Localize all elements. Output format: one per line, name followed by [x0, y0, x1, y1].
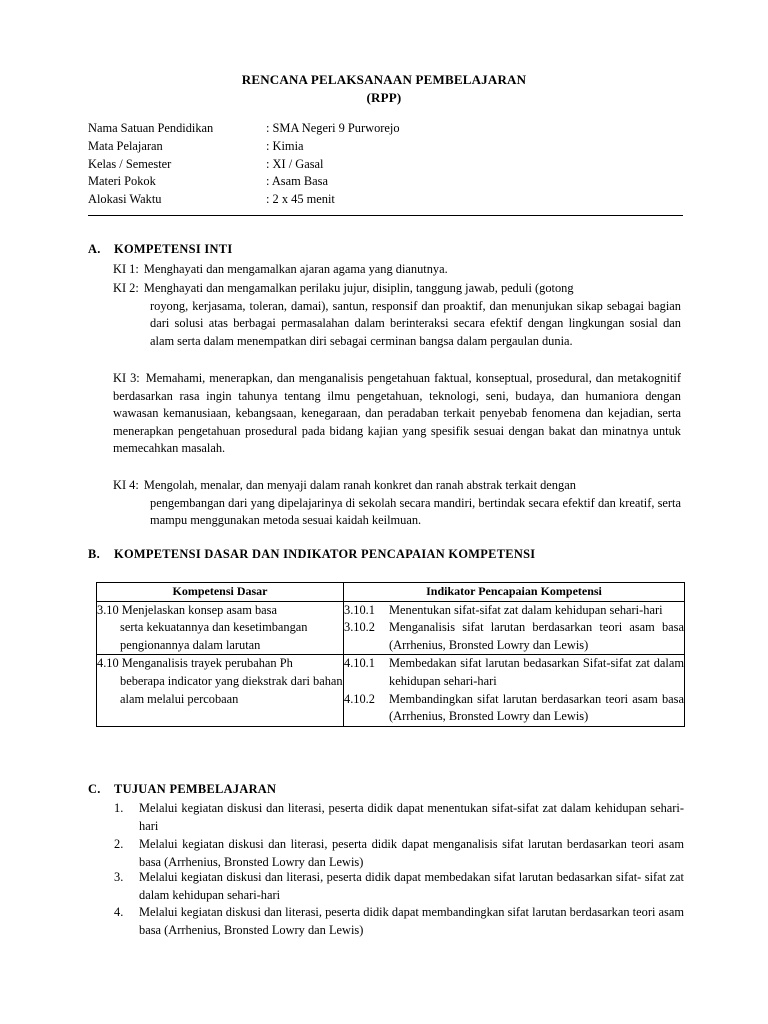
kd-text: 3.10 Menjelaskan konsep asam basa — [97, 602, 277, 617]
indicator-item — [344, 619, 684, 654]
ki-text-continued: royong, kerjasama, toleran, damai), santun, responsif dan proaktif, dan menunjukan sikap sebagai bagian dari solusi atas berbagai permasalahan dalam berinteraksi secara efektif dengan lingkungan sosial dan alam serta dalam menempatkan diri sebagai cerminan bangsa dalam pergaulan dunia. — [150, 298, 681, 348]
objective-text: Melalui kegiatan diskusi dan literasi, peserta didik dapat menganalisis sifat larutan berdasarkan teori asam basa (Arrhenius, Bronsted Lowry dan Lewis) — [139, 837, 684, 869]
section-b-heading — [88, 546, 535, 564]
section-a-heading — [88, 241, 232, 259]
identity-label: Materi Pokok — [88, 174, 156, 188]
ki-item-2 — [113, 280, 681, 350]
objective-text: Melalui kegiatan diskusi dan literasi, peserta didik dapat membandingkan sifat larutan berdasarkan teori asam basa (Arrhenius, Bronsted Lowry dan Lewis) — [139, 905, 684, 937]
objective-number: 1. — [114, 801, 124, 815]
column-header-ipk: Indikator Pencapaian Kompetensi — [344, 583, 685, 602]
kd-text-continued: beberapa indicator yang diekstrak dari bahan alam melalui percobaan — [120, 673, 343, 706]
indicator-item — [344, 602, 684, 620]
competency-table — [96, 582, 685, 727]
kd-cell — [97, 601, 344, 655]
column-header-kd: Kompetensi Dasar — [97, 583, 344, 602]
objective-text: Melalui kegiatan diskusi dan literasi, peserta didik dapat menentukan sifat-sifat zat dalam kehidupan sehari-hari — [139, 801, 684, 833]
section-letter: B. — [88, 547, 100, 561]
ki-text-continued: pengembangan dari yang dipelajarinya di sekolah secara mandiri, bertindak secara efektif dan kreatif, serta mampu menggunakan metoda sesuai kaidah keilmuan. — [150, 495, 681, 528]
section-letter: C. — [88, 782, 101, 796]
identity-value: : SMA Negeri 9 Purworejo — [266, 121, 400, 135]
section-c-heading — [88, 781, 276, 799]
kd-text: 4.10 Menganalisis trayek perubahan Ph — [97, 656, 293, 671]
section-title: KOMPETENSI DASAR DAN INDIKATOR PENCAPAIAN KOMPETENSI — [114, 547, 536, 561]
ki-item-1 — [113, 261, 681, 279]
section-title: TUJUAN PEMBELAJARAN — [114, 782, 277, 796]
table-row — [97, 601, 685, 655]
table-header-row — [97, 583, 685, 602]
indicator-text: Membedakan sifat larutan bedasarkan Sifat-sifat zat dalam kehidupan sehari-hari — [389, 656, 684, 688]
objective-number: 3. — [114, 870, 124, 884]
ki-item-3 — [113, 370, 681, 458]
ki-label: KI 2: — [113, 281, 139, 295]
ki-label: KI 3: — [113, 371, 140, 385]
identity-value: : Kimia — [266, 139, 304, 153]
indicator-number: 4.10.2 — [344, 691, 375, 706]
identity-label: Alokasi Waktu — [88, 192, 162, 206]
indicator-cell — [344, 655, 685, 726]
ki-text: Mengolah, menalar, dan menyaji dalam ranah konkret dan ranah abstrak terkait dengan — [143, 478, 576, 492]
kd-cell — [97, 655, 344, 726]
identity-value: : 2 x 45 menit — [266, 192, 335, 206]
objective-item-4 — [114, 904, 684, 939]
indicator-item — [344, 655, 684, 690]
ki-label: KI 1: — [113, 262, 139, 276]
objective-item-3 — [114, 869, 684, 904]
identity-label: Kelas / Semester — [88, 157, 172, 171]
table-row — [97, 655, 685, 726]
identity-value: : Asam Basa — [266, 174, 328, 188]
indicator-text: Menentukan sifat-sifat zat dalam kehidupan sehari-hari — [389, 602, 663, 617]
objective-number: 4. — [114, 905, 124, 919]
indicator-number: 3.10.1 — [344, 602, 375, 617]
identity-value: : XI / Gasal — [266, 157, 324, 171]
ki-text: Memahami, menerapkan, dan menganalisis pengetahuan faktual, konseptual, prosedural, dan metakognitif berdasarkan rasa ingin tahunya tentang ilmu pengetahuan, teknologi, seni, budaya, dan humaniora dengan wawasan kemanusiaan, kebangsaan, kenegaraan, dan peradaban terkait penyebab fenomena dan kejadian, serta menerapkan pengetahuan prosedural pada bidang kajian yang spesifik sesuai dengan bakat dan minatnya untuk memecahkan masalah. — [113, 371, 682, 456]
indicator-number: 3.10.2 — [344, 620, 375, 635]
document-subtitle: (RPP) — [366, 90, 402, 105]
document-title: RENCANA PELAKSANAAN PEMBELAJARAN — [241, 72, 527, 87]
objective-item-1 — [114, 800, 684, 835]
indicator-text: Membandingkan sifat larutan berdasarkan teori asam basa (Arrhenius, Bronsted Lowry dan Lewis) — [389, 691, 684, 724]
objective-item-2 — [114, 836, 684, 871]
header-divider — [88, 215, 683, 216]
ki-text: Menghayati dan mengamalkan ajaran agama yang dianutnya. — [143, 262, 448, 276]
kd-text-continued: serta kekuatannya dan kesetimbangan pengionannya dalam larutan — [120, 620, 308, 652]
indicator-cell — [344, 601, 685, 655]
section-title: KOMPETENSI INTI — [114, 242, 233, 256]
ki-label: KI 4: — [113, 478, 139, 492]
identity-label: Mata Pelajaran — [88, 139, 163, 153]
section-letter: A. — [88, 242, 101, 256]
indicator-number: 4.10.1 — [344, 656, 375, 671]
objective-text: Melalui kegiatan diskusi dan literasi, peserta didik dapat membedakan sifat larutan bedasarkan sifat- sifat zat dalam kehidupan sehari-hari — [139, 870, 684, 902]
objective-number: 2. — [114, 837, 124, 851]
ki-item-4 — [113, 477, 681, 530]
ki-text: Menghayati dan mengamalkan perilaku jujur, disiplin, tanggung jawab, peduli (gotong — [143, 281, 574, 295]
indicator-text: Menganalisis sifat larutan berdasarkan teori asam basa (Arrhenius, Bronsted Lowry dan Lewis) — [389, 620, 684, 652]
indicator-item — [344, 691, 684, 726]
identity-label: Nama Satuan Pendidikan — [88, 121, 214, 135]
